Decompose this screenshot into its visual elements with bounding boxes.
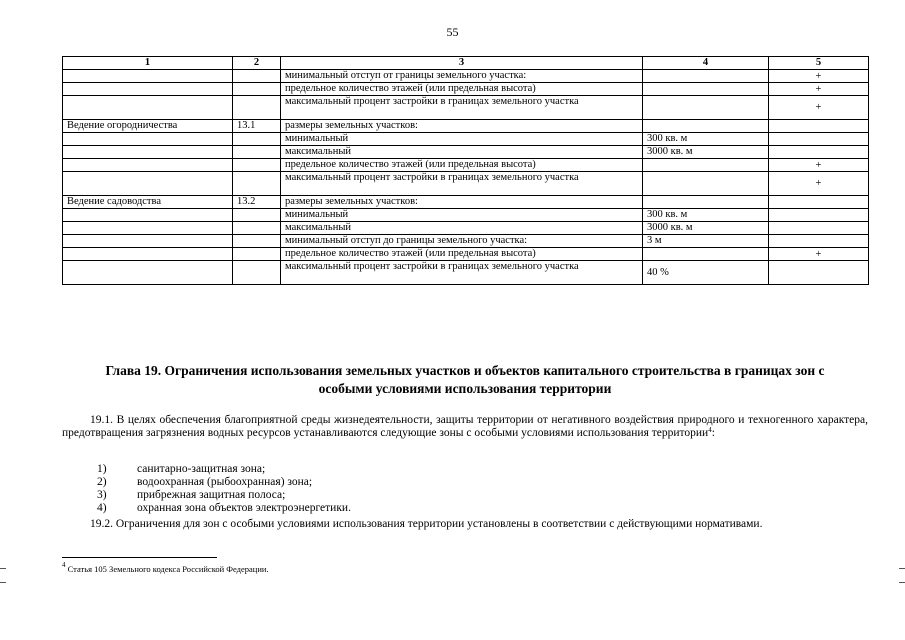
table-cell [769, 209, 869, 222]
list-item [97, 463, 265, 476]
table-cell [769, 261, 869, 285]
chapter-heading-line: особыми условиями использования территории [318, 381, 612, 396]
list-text: прибрежная защитная полоса; [137, 489, 286, 501]
table-cell [63, 235, 233, 248]
table-cell [233, 235, 281, 248]
table-cell: минимальный отступ от границы земельного участка: [281, 70, 643, 83]
paragraph-19-1 [62, 414, 868, 440]
scan-edge-mark [0, 582, 6, 583]
table-cell [769, 222, 869, 235]
table-row [63, 120, 869, 133]
table-cell: 3000 кв. м [643, 222, 769, 235]
table-cell [63, 261, 233, 285]
page-number: 55 [446, 25, 459, 39]
header-cell: 3 [281, 57, 643, 70]
list-item [97, 502, 351, 515]
table-cell [63, 159, 233, 172]
table-cell [233, 248, 281, 261]
table-cell: минимальный отступ до границы земельного участка: [281, 235, 643, 248]
table-cell [63, 83, 233, 96]
table-cell [643, 248, 769, 261]
table-cell: максимальный процент застройки в границах земельного участка [281, 172, 643, 196]
table-cell: + [769, 159, 869, 172]
table-cell [233, 209, 281, 222]
table-cell [769, 235, 869, 248]
table-cell: предельное количество этажей (или предельная высота) [281, 159, 643, 172]
table-cell: + [769, 248, 869, 261]
table-row [63, 172, 869, 196]
table-cell: 300 кв. м [643, 209, 769, 222]
header-cell: 5 [769, 57, 869, 70]
table-cell: предельное количество этажей (или предельная высота) [281, 83, 643, 96]
table-cell [63, 70, 233, 83]
paragraph-19-2: 19.2. Ограничения для зон с особыми условиями использования территории установлены в соответствии с действующими нормативами. [90, 518, 763, 530]
table-cell: размеры земельных участков: [281, 120, 643, 133]
table-cell: минимальный [281, 133, 643, 146]
scan-edge-mark [899, 568, 905, 569]
footnote [62, 561, 269, 574]
header-cell: 2 [233, 57, 281, 70]
table-cell: максимальный процент застройки в границах земельного участка [281, 96, 643, 120]
table-cell [233, 83, 281, 96]
table-cell [233, 172, 281, 196]
table-row [63, 96, 869, 120]
table-cell [63, 248, 233, 261]
chapter-heading [62, 362, 868, 398]
table-cell: + [769, 70, 869, 83]
paragraph-text: 19.1. В целях обеспечения благоприятной среды жизнедеятельности, защиты территории от негативного воздействия природного и техногенного характера, предотвращения загрязнения водных ресурсов устанавливаются следующие зоны с особыми условиями использования территории [62, 414, 868, 439]
table-row [63, 133, 869, 146]
table-cell: 3 м [643, 235, 769, 248]
table-cell [643, 96, 769, 120]
list-text: санитарно-защитная зона; [137, 463, 266, 475]
table-cell: 300 кв. м [643, 133, 769, 146]
table-cell [643, 70, 769, 83]
table-cell [63, 172, 233, 196]
table-row [63, 70, 869, 83]
table-cell [233, 70, 281, 83]
chapter-heading-line: Глава 19. Ограничения использования земельных участков и объектов капитального строительства в границах зон с [105, 363, 825, 378]
list-text: охранная зона объектов электроэнергетики. [137, 502, 351, 514]
table-cell: Ведение огородничества [63, 120, 233, 133]
table-row [63, 248, 869, 261]
table-cell [769, 196, 869, 209]
table-row [63, 209, 869, 222]
table-row [63, 83, 869, 96]
footnote-divider [62, 557, 217, 558]
table-cell: максимальный [281, 146, 643, 159]
table-cell [643, 172, 769, 196]
table-row [63, 235, 869, 248]
table-cell: + [769, 83, 869, 96]
table-cell [233, 133, 281, 146]
table-cell [63, 133, 233, 146]
table-cell: максимальный процент застройки в границах земельного участка [281, 261, 643, 285]
table-row [63, 159, 869, 172]
footnote-text: Статья 105 Земельного кодекса Российской Федерации. [65, 564, 269, 574]
table-cell [63, 222, 233, 235]
list-number: 3) [97, 489, 107, 501]
table-cell: Ведение садоводства [63, 196, 233, 209]
paragraph-tail: : [711, 427, 715, 439]
table-cell [233, 222, 281, 235]
scan-edge-mark [899, 582, 905, 583]
table-cell: предельное количество этажей (или предельная высота) [281, 248, 643, 261]
table-cell [643, 159, 769, 172]
table-cell: минимальный [281, 209, 643, 222]
table-cell: 40 % [643, 261, 769, 285]
list-number: 2) [97, 476, 107, 488]
table-cell: 13.2 [233, 196, 281, 209]
table-cell [233, 159, 281, 172]
table-row [63, 261, 869, 285]
list-number: 4) [97, 502, 107, 514]
table-cell [63, 209, 233, 222]
header-cell: 1 [63, 57, 233, 70]
table-cell [233, 146, 281, 159]
table-cell [63, 146, 233, 159]
footnote-ref: 4 [708, 426, 712, 434]
header-cell: 4 [643, 57, 769, 70]
table-cell: + [769, 96, 869, 120]
table-cell: размеры земельных участков: [281, 196, 643, 209]
table-cell [233, 96, 281, 120]
table-cell [63, 96, 233, 120]
table-cell [769, 146, 869, 159]
table-row [63, 146, 869, 159]
list-text: водоохранная (рыбоохранная) зона; [137, 476, 313, 488]
scan-edge-mark [0, 568, 6, 569]
table-cell [233, 261, 281, 285]
table-cell: + [769, 172, 869, 196]
table-cell: 13.1 [233, 120, 281, 133]
list-number: 1) [97, 463, 107, 475]
list-item [97, 476, 312, 489]
footnote-number: 4 [62, 561, 66, 569]
table-row [63, 222, 869, 235]
table-cell: 3000 кв. м [643, 146, 769, 159]
table-cell [769, 133, 869, 146]
list-item [97, 489, 285, 502]
table-row [63, 196, 869, 209]
table-cell [643, 83, 769, 96]
table-cell [643, 196, 769, 209]
table-cell [643, 120, 769, 133]
regulations-table [62, 56, 869, 285]
table-header-row [63, 57, 869, 70]
table-cell [769, 120, 869, 133]
table-cell: максимальный [281, 222, 643, 235]
